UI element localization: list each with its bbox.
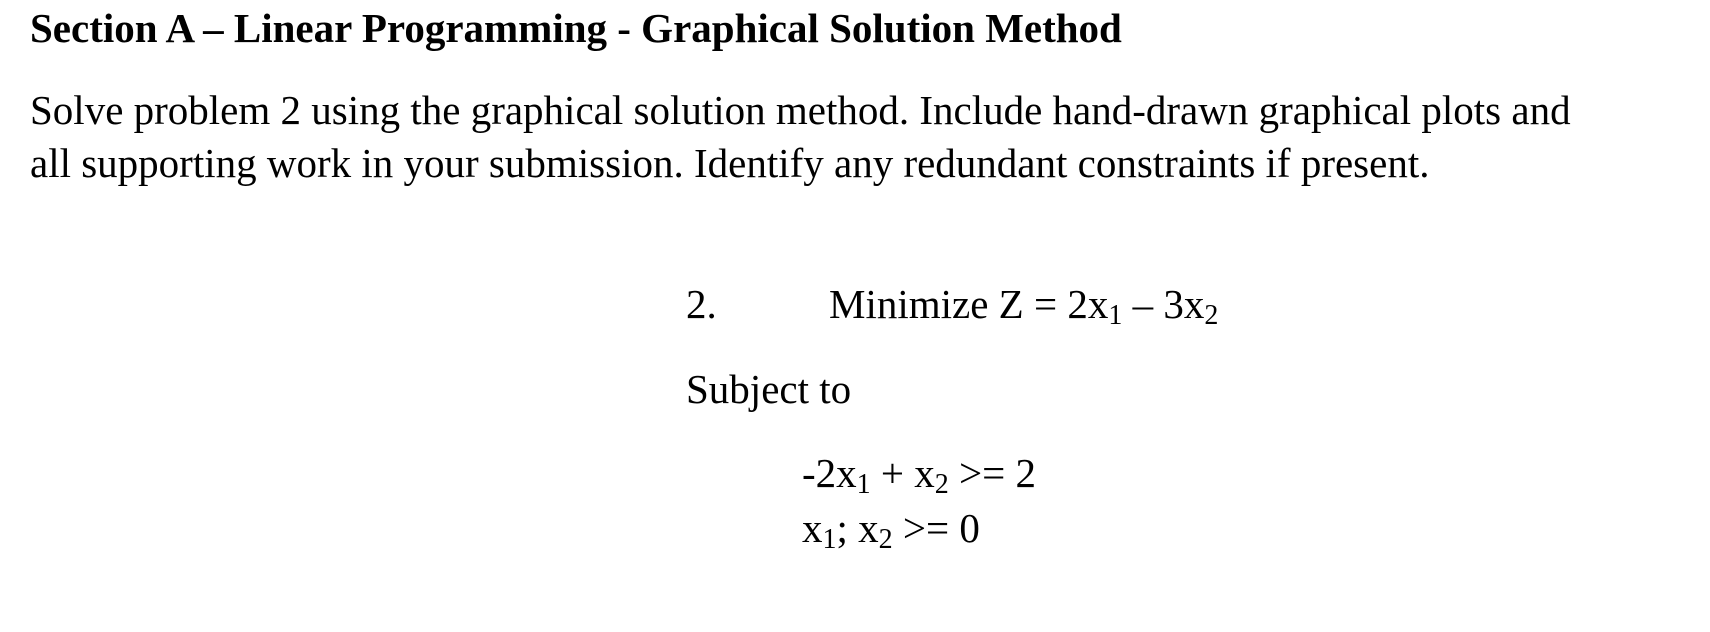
constraint-2-subscript-1: 1 <box>822 524 837 555</box>
constraint-1-part-1: -2x <box>802 450 857 496</box>
constraint-2-part-2: ; x <box>836 505 879 551</box>
constraint-1-subscript-1: 1 <box>856 469 871 500</box>
objective-subscript-2: 2 <box>1204 300 1219 331</box>
instructions-line-1: Solve problem 2 using the graphical solution method. Include hand-drawn graphical plots and <box>30 87 1571 133</box>
constraint-1 <box>802 447 1036 505</box>
section-heading: Section A – Linear Programming - Graphical Solution Method <box>30 5 1122 51</box>
instructions-line-2: all supporting work in your submission. Identify any redundant constraints if present. <box>30 140 1430 186</box>
constraint-2-subscript-2: 2 <box>878 524 893 555</box>
constraint-1-subscript-2: 2 <box>934 469 949 500</box>
constraint-2 <box>802 502 980 560</box>
problem-number: 2. <box>686 281 717 327</box>
constraint-2-part-1: x <box>802 505 823 551</box>
objective-middle: – 3x <box>1122 281 1205 327</box>
subject-to-label: Subject to <box>686 366 852 412</box>
constraint-2-part-3: >= 0 <box>892 505 980 551</box>
objective-function <box>829 278 1218 336</box>
objective-subscript-1: 1 <box>1108 300 1123 331</box>
instructions-paragraph <box>30 84 1700 190</box>
constraint-1-part-2: + x <box>870 450 935 496</box>
objective-prefix: Minimize Z = 2x <box>829 281 1109 327</box>
constraint-1-part-3: >= 2 <box>948 450 1037 496</box>
